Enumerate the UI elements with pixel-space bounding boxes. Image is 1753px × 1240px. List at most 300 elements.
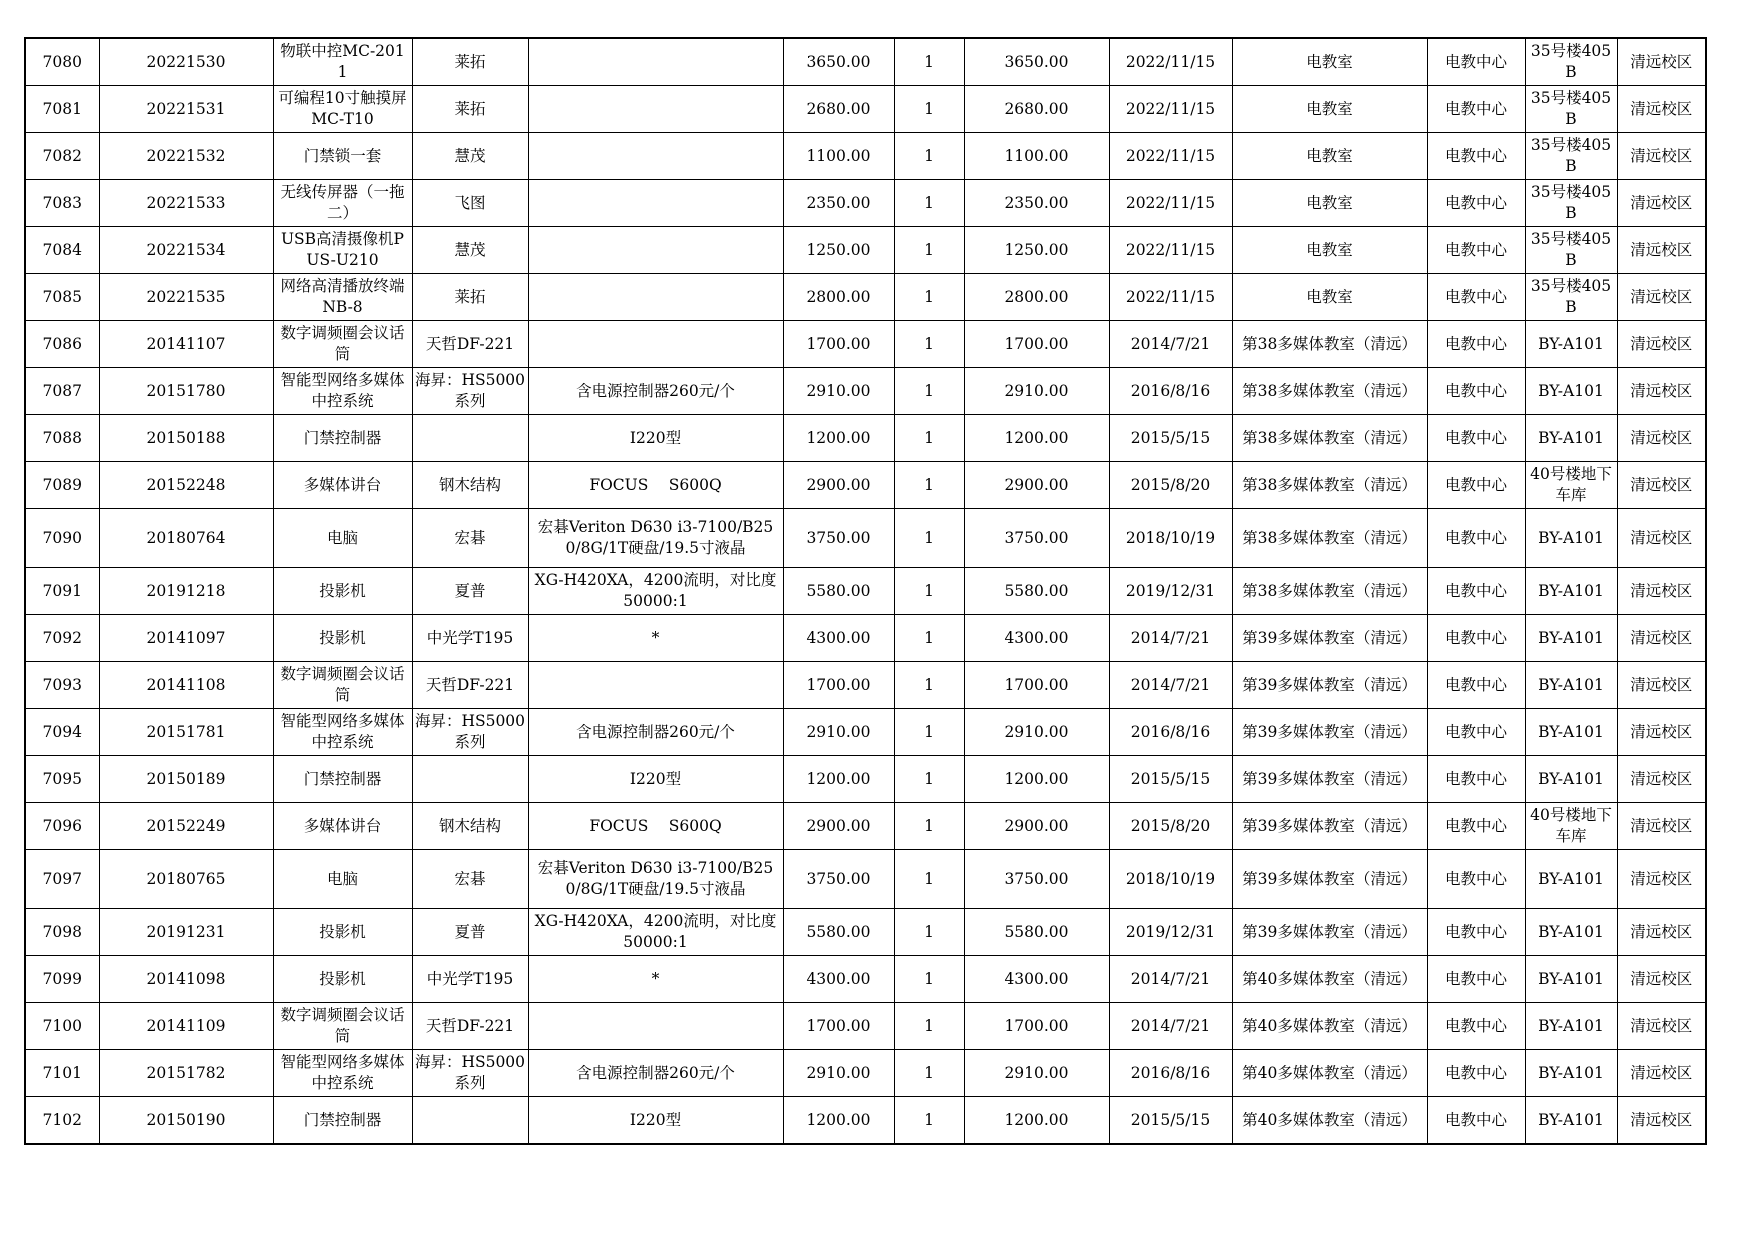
specification-cell: XG-H420XA，4200流明，对比度50000:1 [528, 568, 783, 615]
row-number-cell: 7098 [25, 909, 99, 956]
quantity-cell: 1 [894, 227, 964, 274]
department-cell: 电教中心 [1427, 180, 1525, 227]
brand-cell: 天哲DF-221 [412, 662, 528, 709]
table-row [25, 180, 1706, 227]
asset-table-body [25, 38, 1706, 1144]
asset-code-cell: 20221531 [99, 86, 273, 133]
specification-cell [528, 86, 783, 133]
room-cell: 35号楼405B [1525, 274, 1617, 321]
room-cell: BY-A101 [1525, 1003, 1617, 1050]
total-amount-cell: 1700.00 [964, 321, 1109, 368]
unit-price-cell: 1100.00 [783, 133, 894, 180]
room-cell: BY-A101 [1525, 956, 1617, 1003]
table-row [25, 462, 1706, 509]
campus-cell: 清远校区 [1617, 274, 1706, 321]
department-cell: 电教中心 [1427, 509, 1525, 568]
total-amount-cell: 5580.00 [964, 568, 1109, 615]
specification-cell: 含电源控制器260元/个 [528, 368, 783, 415]
total-amount-cell: 1700.00 [964, 662, 1109, 709]
location-cell: 电教室 [1232, 227, 1427, 274]
location-cell: 第38多媒体教室（清远） [1232, 321, 1427, 368]
unit-price-cell: 2910.00 [783, 1050, 894, 1097]
quantity-cell: 1 [894, 86, 964, 133]
purchase-date-cell: 2014/7/21 [1109, 956, 1232, 1003]
department-cell: 电教中心 [1427, 909, 1525, 956]
table-row [25, 368, 1706, 415]
asset-name-cell: 智能型网络多媒体中控系统 [273, 1050, 412, 1097]
brand-cell: 宏碁 [412, 509, 528, 568]
row-number-cell: 7094 [25, 709, 99, 756]
department-cell: 电教中心 [1427, 274, 1525, 321]
department-cell: 电教中心 [1427, 803, 1525, 850]
specification-cell: 宏碁Veriton D630 i3-7100/B250/8G/1T硬盘/19.5寸液晶 [528, 509, 783, 568]
specification-cell: I220型 [528, 1097, 783, 1145]
asset-code-cell: 20152249 [99, 803, 273, 850]
quantity-cell: 1 [894, 850, 964, 909]
unit-price-cell: 2900.00 [783, 462, 894, 509]
row-number-cell: 7092 [25, 615, 99, 662]
brand-cell: 海昇：HS5000系列 [412, 1050, 528, 1097]
specification-cell: FOCUS S600Q [528, 462, 783, 509]
location-cell: 第39多媒体教室（清远） [1232, 909, 1427, 956]
brand-cell: 中光学T195 [412, 956, 528, 1003]
asset-code-cell: 20221533 [99, 180, 273, 227]
unit-price-cell: 5580.00 [783, 568, 894, 615]
asset-code-cell: 20150190 [99, 1097, 273, 1145]
brand-cell [412, 415, 528, 462]
location-cell: 第38多媒体教室（清远） [1232, 509, 1427, 568]
asset-code-cell: 20152248 [99, 462, 273, 509]
room-cell: 35号楼405B [1525, 86, 1617, 133]
purchase-date-cell: 2015/8/20 [1109, 803, 1232, 850]
brand-cell: 钢木结构 [412, 462, 528, 509]
asset-name-cell: 智能型网络多媒体中控系统 [273, 368, 412, 415]
campus-cell: 清远校区 [1617, 662, 1706, 709]
row-number-cell: 7082 [25, 133, 99, 180]
asset-name-cell: 多媒体讲台 [273, 462, 412, 509]
purchase-date-cell: 2019/12/31 [1109, 909, 1232, 956]
total-amount-cell: 1100.00 [964, 133, 1109, 180]
quantity-cell: 1 [894, 509, 964, 568]
unit-price-cell: 2900.00 [783, 803, 894, 850]
brand-cell: 宏碁 [412, 850, 528, 909]
asset-code-cell: 20150189 [99, 756, 273, 803]
row-number-cell: 7087 [25, 368, 99, 415]
table-row [25, 227, 1706, 274]
location-cell: 第40多媒体教室（清远） [1232, 1003, 1427, 1050]
total-amount-cell: 1250.00 [964, 227, 1109, 274]
brand-cell [412, 1097, 528, 1145]
asset-code-cell: 20150188 [99, 415, 273, 462]
asset-name-cell: 门禁控制器 [273, 1097, 412, 1145]
total-amount-cell: 4300.00 [964, 956, 1109, 1003]
location-cell: 第39多媒体教室（清远） [1232, 662, 1427, 709]
unit-price-cell: 1250.00 [783, 227, 894, 274]
specification-cell [528, 38, 783, 86]
location-cell: 电教室 [1232, 274, 1427, 321]
row-number-cell: 7095 [25, 756, 99, 803]
row-number-cell: 7081 [25, 86, 99, 133]
purchase-date-cell: 2015/5/15 [1109, 756, 1232, 803]
purchase-date-cell: 2014/7/21 [1109, 321, 1232, 368]
purchase-date-cell: 2022/11/15 [1109, 38, 1232, 86]
row-number-cell: 7080 [25, 38, 99, 86]
department-cell: 电教中心 [1427, 1050, 1525, 1097]
total-amount-cell: 2800.00 [964, 274, 1109, 321]
location-cell: 第39多媒体教室（清远） [1232, 709, 1427, 756]
purchase-date-cell: 2018/10/19 [1109, 509, 1232, 568]
location-cell: 第40多媒体教室（清远） [1232, 1097, 1427, 1145]
row-number-cell: 7102 [25, 1097, 99, 1145]
table-row [25, 803, 1706, 850]
campus-cell: 清远校区 [1617, 909, 1706, 956]
department-cell: 电教中心 [1427, 568, 1525, 615]
asset-code-cell: 20221534 [99, 227, 273, 274]
location-cell: 第38多媒体教室（清远） [1232, 415, 1427, 462]
specification-cell [528, 274, 783, 321]
table-row [25, 662, 1706, 709]
asset-code-cell: 20151780 [99, 368, 273, 415]
total-amount-cell: 3650.00 [964, 38, 1109, 86]
department-cell: 电教中心 [1427, 321, 1525, 368]
location-cell: 第38多媒体教室（清远） [1232, 568, 1427, 615]
room-cell: BY-A101 [1525, 615, 1617, 662]
specification-cell: 宏碁Veriton D630 i3-7100/B250/8G/1T硬盘/19.5寸液晶 [528, 850, 783, 909]
purchase-date-cell: 2022/11/15 [1109, 274, 1232, 321]
asset-name-cell: 无线传屏器（一拖二） [273, 180, 412, 227]
specification-cell [528, 180, 783, 227]
table-row [25, 1097, 1706, 1145]
row-number-cell: 7100 [25, 1003, 99, 1050]
brand-cell: 海昇：HS5000系列 [412, 709, 528, 756]
table-row [25, 133, 1706, 180]
quantity-cell: 1 [894, 415, 964, 462]
room-cell: 35号楼405B [1525, 38, 1617, 86]
quantity-cell: 1 [894, 462, 964, 509]
asset-code-cell: 20141108 [99, 662, 273, 709]
table-row [25, 86, 1706, 133]
total-amount-cell: 2900.00 [964, 462, 1109, 509]
room-cell: BY-A101 [1525, 909, 1617, 956]
specification-cell: * [528, 615, 783, 662]
department-cell: 电教中心 [1427, 86, 1525, 133]
row-number-cell: 7084 [25, 227, 99, 274]
unit-price-cell: 4300.00 [783, 615, 894, 662]
total-amount-cell: 2910.00 [964, 368, 1109, 415]
unit-price-cell: 1700.00 [783, 662, 894, 709]
quantity-cell: 1 [894, 956, 964, 1003]
location-cell: 电教室 [1232, 38, 1427, 86]
unit-price-cell: 3750.00 [783, 850, 894, 909]
row-number-cell: 7091 [25, 568, 99, 615]
asset-name-cell: 投影机 [273, 909, 412, 956]
purchase-date-cell: 2015/5/15 [1109, 1097, 1232, 1145]
specification-cell: I220型 [528, 415, 783, 462]
quantity-cell: 1 [894, 803, 964, 850]
quantity-cell: 1 [894, 568, 964, 615]
campus-cell: 清远校区 [1617, 227, 1706, 274]
campus-cell: 清远校区 [1617, 1003, 1706, 1050]
quantity-cell: 1 [894, 180, 964, 227]
asset-name-cell: 网络高清播放终端NB-8 [273, 274, 412, 321]
quantity-cell: 1 [894, 662, 964, 709]
room-cell: BY-A101 [1525, 709, 1617, 756]
room-cell: BY-A101 [1525, 415, 1617, 462]
campus-cell: 清远校区 [1617, 1050, 1706, 1097]
specification-cell: XG-H420XA，4200流明，对比度50000:1 [528, 909, 783, 956]
room-cell: 35号楼405B [1525, 133, 1617, 180]
asset-name-cell: 电脑 [273, 850, 412, 909]
department-cell: 电教中心 [1427, 850, 1525, 909]
campus-cell: 清远校区 [1617, 462, 1706, 509]
quantity-cell: 1 [894, 615, 964, 662]
quantity-cell: 1 [894, 321, 964, 368]
department-cell: 电教中心 [1427, 709, 1525, 756]
row-number-cell: 7086 [25, 321, 99, 368]
quantity-cell: 1 [894, 1097, 964, 1145]
campus-cell: 清远校区 [1617, 86, 1706, 133]
location-cell: 第40多媒体教室（清远） [1232, 956, 1427, 1003]
asset-code-cell: 20221532 [99, 133, 273, 180]
purchase-date-cell: 2022/11/15 [1109, 180, 1232, 227]
location-cell: 第39多媒体教室（清远） [1232, 615, 1427, 662]
total-amount-cell: 3750.00 [964, 509, 1109, 568]
row-number-cell: 7096 [25, 803, 99, 850]
unit-price-cell: 1700.00 [783, 1003, 894, 1050]
asset-name-cell: 智能型网络多媒体中控系统 [273, 709, 412, 756]
asset-name-cell: 门禁锁一套 [273, 133, 412, 180]
purchase-date-cell: 2014/7/21 [1109, 615, 1232, 662]
quantity-cell: 1 [894, 909, 964, 956]
total-amount-cell: 4300.00 [964, 615, 1109, 662]
campus-cell: 清远校区 [1617, 133, 1706, 180]
asset-name-cell: 电脑 [273, 509, 412, 568]
row-number-cell: 7089 [25, 462, 99, 509]
location-cell: 电教室 [1232, 133, 1427, 180]
table-row [25, 615, 1706, 662]
location-cell: 电教室 [1232, 180, 1427, 227]
brand-cell: 莱拓 [412, 38, 528, 86]
unit-price-cell: 5580.00 [783, 909, 894, 956]
purchase-date-cell: 2019/12/31 [1109, 568, 1232, 615]
asset-table [24, 37, 1707, 1145]
table-row [25, 321, 1706, 368]
quantity-cell: 1 [894, 368, 964, 415]
location-cell: 第38多媒体教室（清远） [1232, 368, 1427, 415]
asset-name-cell: 投影机 [273, 956, 412, 1003]
unit-price-cell: 3750.00 [783, 509, 894, 568]
location-cell: 第40多媒体教室（清远） [1232, 1050, 1427, 1097]
purchase-date-cell: 2016/8/16 [1109, 368, 1232, 415]
purchase-date-cell: 2018/10/19 [1109, 850, 1232, 909]
table-row [25, 850, 1706, 909]
unit-price-cell: 3650.00 [783, 38, 894, 86]
purchase-date-cell: 2016/8/16 [1109, 709, 1232, 756]
row-number-cell: 7083 [25, 180, 99, 227]
asset-code-cell: 20151782 [99, 1050, 273, 1097]
room-cell: BY-A101 [1525, 1097, 1617, 1145]
department-cell: 电教中心 [1427, 133, 1525, 180]
brand-cell: 天哲DF-221 [412, 1003, 528, 1050]
quantity-cell: 1 [894, 133, 964, 180]
total-amount-cell: 2900.00 [964, 803, 1109, 850]
table-row [25, 38, 1706, 86]
asset-name-cell: 数字调频圈会议话筒 [273, 321, 412, 368]
purchase-date-cell: 2022/11/15 [1109, 86, 1232, 133]
department-cell: 电教中心 [1427, 756, 1525, 803]
asset-code-cell: 20191218 [99, 568, 273, 615]
department-cell: 电教中心 [1427, 1097, 1525, 1145]
specification-cell: * [528, 956, 783, 1003]
specification-cell [528, 133, 783, 180]
specification-cell [528, 1003, 783, 1050]
purchase-date-cell: 2022/11/15 [1109, 227, 1232, 274]
unit-price-cell: 2910.00 [783, 709, 894, 756]
row-number-cell: 7093 [25, 662, 99, 709]
asset-code-cell: 20221535 [99, 274, 273, 321]
room-cell: BY-A101 [1525, 662, 1617, 709]
asset-name-cell: 投影机 [273, 615, 412, 662]
asset-code-cell: 20180764 [99, 509, 273, 568]
row-number-cell: 7097 [25, 850, 99, 909]
location-cell: 第38多媒体教室（清远） [1232, 462, 1427, 509]
asset-name-cell: 数字调频圈会议话筒 [273, 1003, 412, 1050]
department-cell: 电教中心 [1427, 956, 1525, 1003]
total-amount-cell: 1200.00 [964, 756, 1109, 803]
table-row [25, 274, 1706, 321]
quantity-cell: 1 [894, 1003, 964, 1050]
asset-name-cell: 可编程10寸触摸屏MC-T10 [273, 86, 412, 133]
asset-name-cell: 门禁控制器 [273, 415, 412, 462]
quantity-cell: 1 [894, 756, 964, 803]
asset-code-cell: 20141109 [99, 1003, 273, 1050]
row-number-cell: 7085 [25, 274, 99, 321]
campus-cell: 清远校区 [1617, 368, 1706, 415]
campus-cell: 清远校区 [1617, 568, 1706, 615]
purchase-date-cell: 2015/5/15 [1109, 415, 1232, 462]
table-row [25, 1050, 1706, 1097]
campus-cell: 清远校区 [1617, 803, 1706, 850]
room-cell: BY-A101 [1525, 850, 1617, 909]
campus-cell: 清远校区 [1617, 509, 1706, 568]
table-row [25, 709, 1706, 756]
department-cell: 电教中心 [1427, 38, 1525, 86]
asset-code-cell: 20180765 [99, 850, 273, 909]
department-cell: 电教中心 [1427, 1003, 1525, 1050]
campus-cell: 清远校区 [1617, 1097, 1706, 1145]
location-cell: 电教室 [1232, 86, 1427, 133]
asset-code-cell: 20191231 [99, 909, 273, 956]
unit-price-cell: 4300.00 [783, 956, 894, 1003]
asset-code-cell: 20151781 [99, 709, 273, 756]
total-amount-cell: 2910.00 [964, 709, 1109, 756]
specification-cell: FOCUS S600Q [528, 803, 783, 850]
asset-name-cell: USB高清摄像机PUS-U210 [273, 227, 412, 274]
department-cell: 电教中心 [1427, 227, 1525, 274]
department-cell: 电教中心 [1427, 368, 1525, 415]
row-number-cell: 7101 [25, 1050, 99, 1097]
brand-cell: 莱拓 [412, 86, 528, 133]
brand-cell: 夏普 [412, 568, 528, 615]
table-row [25, 909, 1706, 956]
total-amount-cell: 2680.00 [964, 86, 1109, 133]
campus-cell: 清远校区 [1617, 38, 1706, 86]
unit-price-cell: 2680.00 [783, 86, 894, 133]
location-cell: 第39多媒体教室（清远） [1232, 850, 1427, 909]
table-row [25, 509, 1706, 568]
department-cell: 电教中心 [1427, 462, 1525, 509]
purchase-date-cell: 2014/7/21 [1109, 662, 1232, 709]
quantity-cell: 1 [894, 709, 964, 756]
total-amount-cell: 1200.00 [964, 415, 1109, 462]
department-cell: 电教中心 [1427, 615, 1525, 662]
specification-cell [528, 662, 783, 709]
unit-price-cell: 1700.00 [783, 321, 894, 368]
purchase-date-cell: 2015/8/20 [1109, 462, 1232, 509]
campus-cell: 清远校区 [1617, 756, 1706, 803]
specification-cell [528, 227, 783, 274]
asset-name-cell: 数字调频圈会议话筒 [273, 662, 412, 709]
table-row [25, 415, 1706, 462]
table-row [25, 568, 1706, 615]
room-cell: 40号楼地下车库 [1525, 462, 1617, 509]
specification-cell [528, 321, 783, 368]
brand-cell: 夏普 [412, 909, 528, 956]
room-cell: BY-A101 [1525, 1050, 1617, 1097]
unit-price-cell: 1200.00 [783, 756, 894, 803]
brand-cell [412, 756, 528, 803]
asset-code-cell: 20141107 [99, 321, 273, 368]
location-cell: 第39多媒体教室（清远） [1232, 756, 1427, 803]
row-number-cell: 7099 [25, 956, 99, 1003]
brand-cell: 天哲DF-221 [412, 321, 528, 368]
department-cell: 电教中心 [1427, 662, 1525, 709]
purchase-date-cell: 2022/11/15 [1109, 133, 1232, 180]
room-cell: BY-A101 [1525, 368, 1617, 415]
unit-price-cell: 1200.00 [783, 1097, 894, 1145]
unit-price-cell: 1200.00 [783, 415, 894, 462]
asset-name-cell: 门禁控制器 [273, 756, 412, 803]
room-cell: BY-A101 [1525, 321, 1617, 368]
asset-name-cell: 投影机 [273, 568, 412, 615]
room-cell: 35号楼405B [1525, 180, 1617, 227]
room-cell: BY-A101 [1525, 756, 1617, 803]
asset-code-cell: 20221530 [99, 38, 273, 86]
location-cell: 第39多媒体教室（清远） [1232, 803, 1427, 850]
asset-name-cell: 物联中控MC-2011 [273, 38, 412, 86]
brand-cell: 钢木结构 [412, 803, 528, 850]
total-amount-cell: 1700.00 [964, 1003, 1109, 1050]
campus-cell: 清远校区 [1617, 850, 1706, 909]
brand-cell: 莱拓 [412, 274, 528, 321]
campus-cell: 清远校区 [1617, 615, 1706, 662]
table-row [25, 956, 1706, 1003]
room-cell: 35号楼405B [1525, 227, 1617, 274]
brand-cell: 海昇：HS5000系列 [412, 368, 528, 415]
campus-cell: 清远校区 [1617, 415, 1706, 462]
total-amount-cell: 1200.00 [964, 1097, 1109, 1145]
campus-cell: 清远校区 [1617, 321, 1706, 368]
quantity-cell: 1 [894, 1050, 964, 1097]
asset-code-cell: 20141098 [99, 956, 273, 1003]
table-row [25, 756, 1706, 803]
table-row [25, 1003, 1706, 1050]
quantity-cell: 1 [894, 274, 964, 321]
asset-name-cell: 多媒体讲台 [273, 803, 412, 850]
total-amount-cell: 3750.00 [964, 850, 1109, 909]
specification-cell: I220型 [528, 756, 783, 803]
campus-cell: 清远校区 [1617, 180, 1706, 227]
